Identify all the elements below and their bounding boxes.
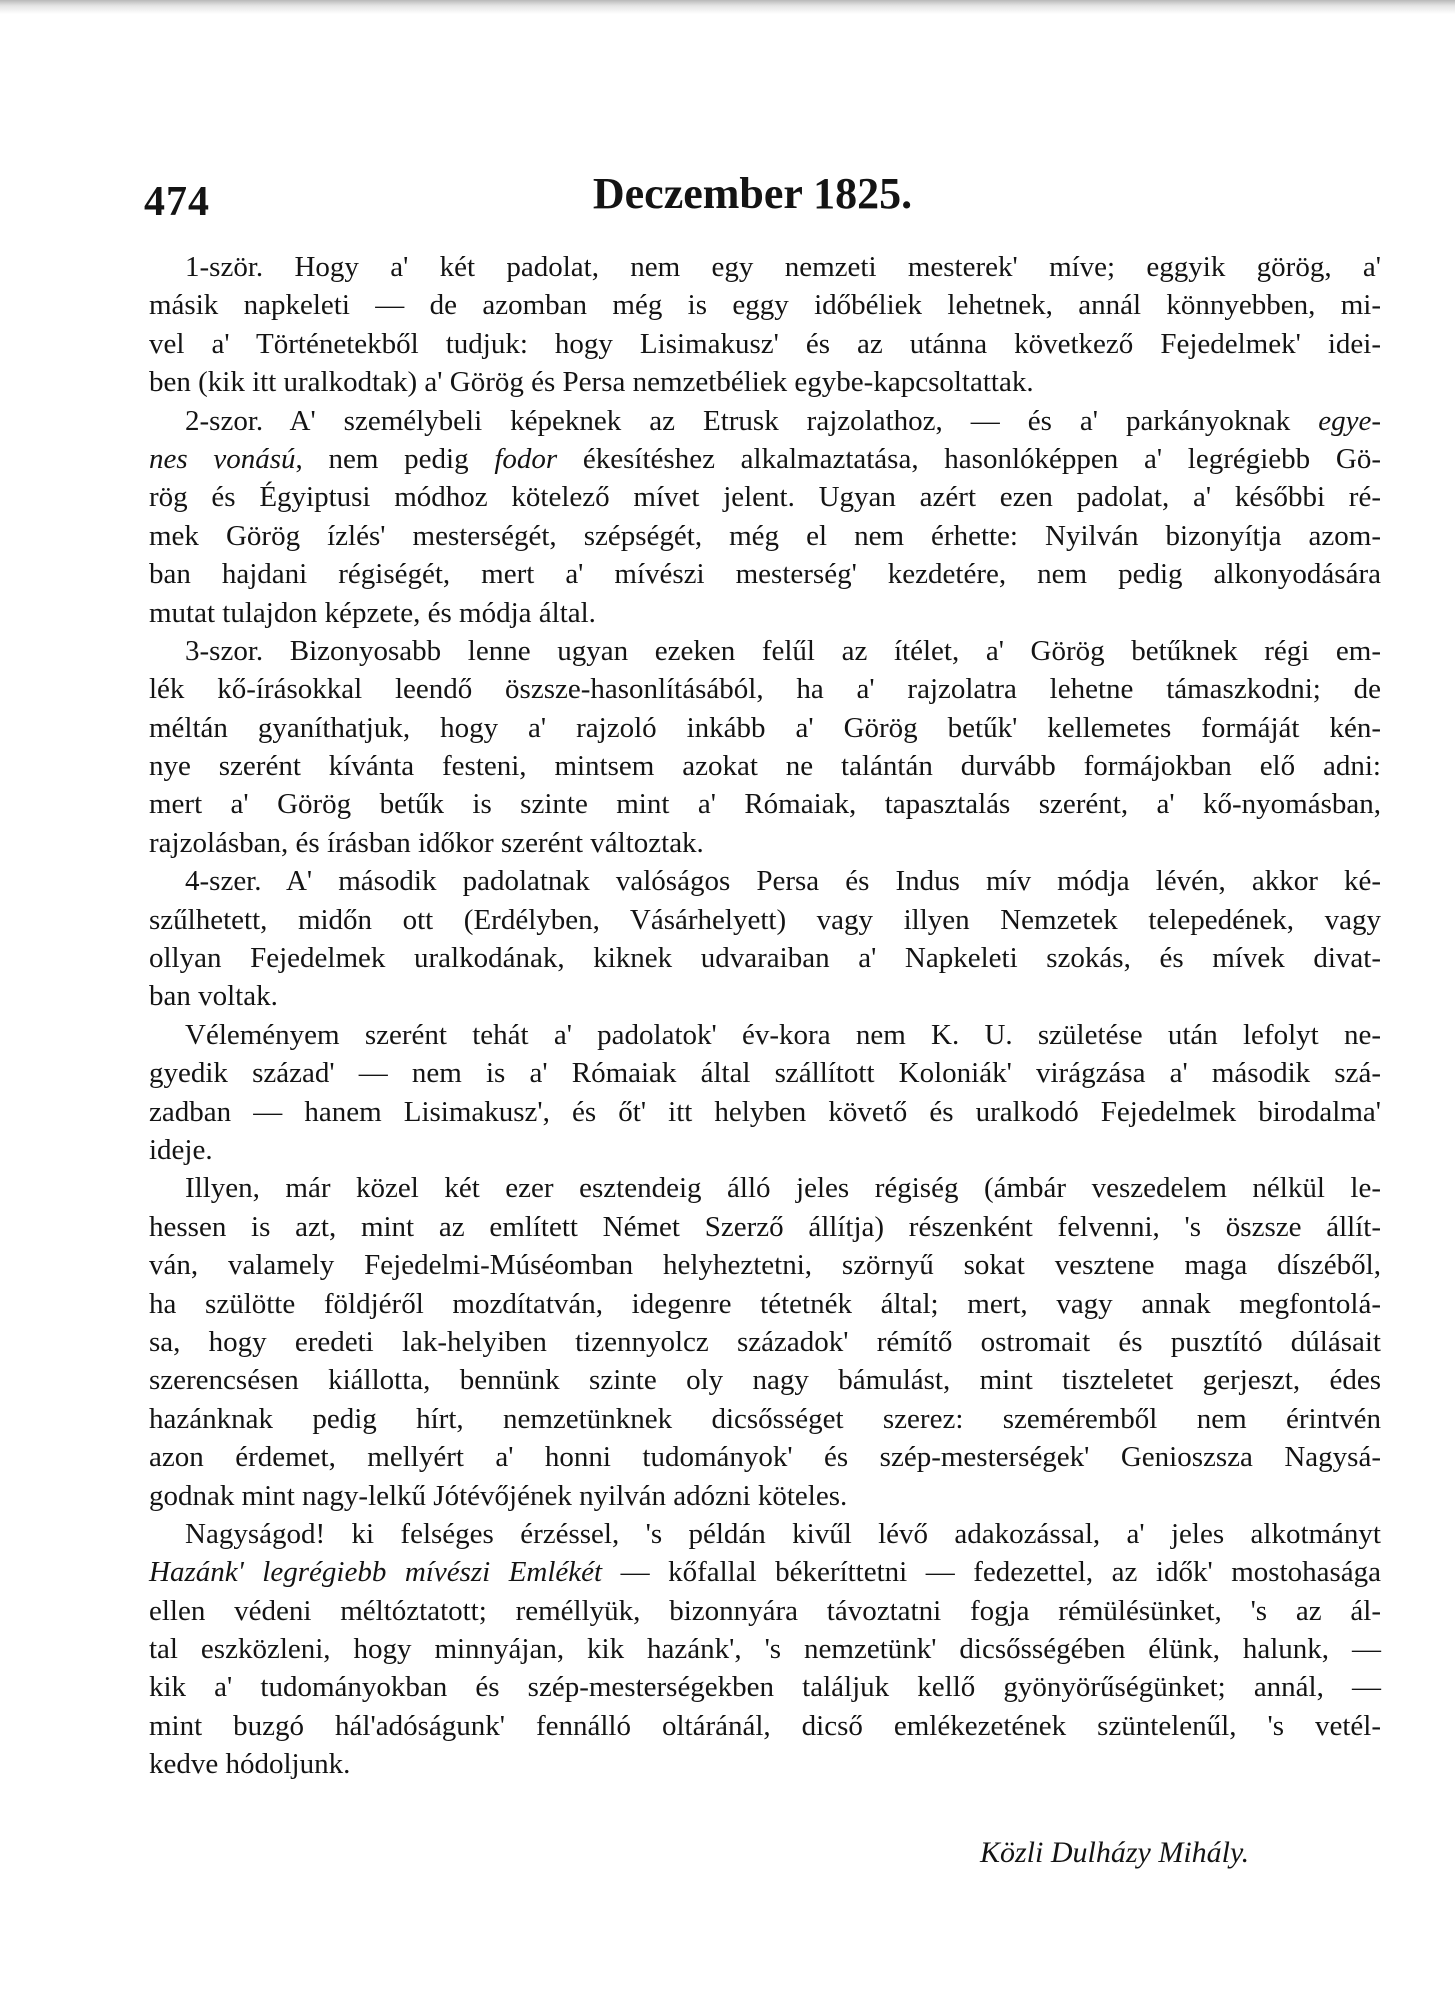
text-line (149, 1592, 1381, 1630)
text-line (149, 1285, 1381, 1323)
text-segment: ben (kik itt uralkodtak) a' Görög és Persa nemzetbéliek egybe-kapcsoltattak. (149, 366, 1034, 399)
text-line (149, 402, 1381, 440)
text-line (149, 325, 1381, 363)
text-line (149, 1477, 1381, 1515)
text-segment: Véleményem szerént tehát a' padolatok' év-kora nem K. U. születése után lefolyt ne- (185, 1018, 1381, 1051)
text-segment: nye szerént kívánta festeni, mintsem azokat ne talántán durvább formájokban elő adni: (149, 750, 1381, 783)
text-segment: 4-szer. A' második padolatnak valóságos Persa és Indus mív módja lévén, akkor ké- (185, 865, 1381, 898)
text-segment: gyedik század' — nem is a' Rómaiak által szállított Koloniák' virágzása a' második szá- (149, 1057, 1381, 1090)
text-segment: tal eszközleni, hogy minnyájan, kik hazánk', 's nemzetünk' dicsősségében élünk, halunk, — (149, 1633, 1381, 1666)
text-line (149, 670, 1381, 708)
text-line (149, 1093, 1381, 1131)
text-segment: godnak mint nagy-lelkű Jótévőjének nyilván adózni köteles. (149, 1479, 848, 1512)
text-line (149, 785, 1381, 823)
text-line (149, 1438, 1381, 1476)
text-line (149, 517, 1381, 555)
text-segment: ékesítéshez alkalmaztatása, hasonlóképpen a' legrégiebb Gö- (557, 442, 1382, 475)
running-head (0, 168, 1455, 219)
text-segment: kik a' tudományokban és szép-mesterségekben találjuk kellő gyönyörűségünket; annál, — (149, 1671, 1381, 1704)
text-segment: ha szülötte földjéről mozdítatván, idegenre tétetnék által; mert, vagy annak megfontolá- (149, 1287, 1381, 1320)
text-line (149, 1707, 1381, 1745)
text-segment: mint buzgó hál'adóságunk' fennálló oltáránál, dicső emlékezetének szüntelenűl, 's vetél- (149, 1709, 1381, 1742)
text-line (149, 709, 1381, 747)
text-line (149, 1016, 1381, 1054)
text-segment: Nagyságod! ki felséges érzéssel, 's példán kivűl lévő adakozással, a' jeles alkotmányt (185, 1517, 1381, 1550)
text-segment: szűlhetett, midőn ott (Erdélyben, Vásárhelyett) vagy illyen Nemzetek telepedének, vagy (149, 903, 1381, 936)
italic-text: nes vonású (149, 442, 296, 475)
text-line (149, 1246, 1381, 1284)
text-segment: mert a' Görög betűk is szinte mint a' Rómaiak, tapasztalás szerént, a' kő-nyomásban, (149, 788, 1381, 821)
text-segment: hessen is azt, mint az említett Német Szerző állítja) részenként felvenni, 's öszsze állít- (149, 1210, 1381, 1243)
text-line (149, 363, 1381, 401)
text-segment: azon érdemet, mellyért a' honni tudományok' és szép-mesterségek' Genioszsza Nagysá- (149, 1441, 1381, 1474)
text-segment: zadban — hanem Lisimakusz', és őt' itt helyben követő és uralkodó Fejedelmek birodalma' (149, 1095, 1381, 1128)
text-line (149, 286, 1381, 324)
text-line (149, 1131, 1381, 1169)
text-segment: vel a' Történetekből tudjuk: hogy Lisimakusz' és az utánna következő Fejedelmek' idei- (149, 327, 1381, 360)
text-segment: ollyan Fejedelmek uralkodának, kiknek udvaraiban a' Napkeleti szokás, és mívek divat- (149, 942, 1381, 975)
text-line (149, 1515, 1381, 1553)
text-line (149, 1169, 1381, 1207)
text-line (149, 862, 1381, 900)
text-segment: ván, valamely Fejedelmi-Múséomban helyheztetni, szörnyű sokat vesztene maga díszéből, (149, 1249, 1381, 1282)
text-line (149, 1361, 1381, 1399)
text-segment: ellen védeni méltóztatott; reméllyük, bizonnyára távoztatni fogja rémülésünket, 's az ál- (149, 1594, 1381, 1627)
text-line (149, 248, 1381, 286)
text-segment: 3-szor. Bizonyosabb lenne ugyan ezeken felűl az ítélet, a' Görög betűknek régi em- (185, 634, 1381, 667)
text-line (149, 901, 1381, 939)
signature: Közli Dulházy Mihály. (980, 1836, 1250, 1869)
text-segment: Illyen, már közel két ezer esztendeig álló jeles régiség (ámbár veszedelem nélkül le- (185, 1172, 1381, 1205)
text-line (149, 478, 1381, 516)
text-line (149, 1553, 1381, 1591)
text-line (149, 977, 1381, 1015)
text-segment: 1-ször. Hogy a' két padolat, nem egy nemzeti mesterek' míve; eggyik görög, a' (185, 251, 1381, 283)
text-segment: , nem pedig (295, 442, 495, 475)
text-line (149, 824, 1381, 862)
page-number: 474 (144, 179, 210, 225)
running-head-title: Deczember 1825. (592, 169, 913, 218)
italic-text: Hazánk' legrégiebb mívészi Emlékét (149, 1556, 603, 1589)
text-line (149, 555, 1381, 593)
text-line (149, 632, 1381, 670)
italic-text: fodor (494, 442, 558, 475)
text-segment: ban voltak. (149, 980, 278, 1013)
text-line (149, 747, 1381, 785)
text-segment: méltán gyaníthatjuk, hogy a' rajzoló inkább a' Görög betűk' kellemetes formáját kén- (149, 711, 1381, 744)
text-line (149, 1745, 1381, 1783)
text-segment: rajzolásban, és írásban időkor szerént változtak. (149, 826, 704, 859)
text-segment: ideje. (149, 1133, 213, 1166)
text-segment: másik napkeleti — de azomban még is eggy időbéliek lehetnek, annál könnyebben, mi- (149, 289, 1381, 322)
text-line (149, 440, 1381, 478)
text-line (149, 1630, 1381, 1668)
text-line (149, 1054, 1381, 1092)
text-line (149, 1668, 1381, 1706)
text-segment: — kőfallal békeríttetni — fedezettel, az idők' mostohasága (602, 1556, 1381, 1589)
text-segment: mek Görög ízlés' mesterségét, szépségét, még el nem érhette: Nyilván bizonyítja azom- (149, 519, 1381, 552)
text-line (149, 939, 1381, 977)
text-segment: kedve hódoljunk. (149, 1748, 351, 1781)
text-segment: rög és Égyiptusi módhoz kötelező mívet jelent. Ugyan azért ezen padolat, a' későbbi ré- (149, 481, 1381, 514)
text-segment: lék kő-írásokkal leendő öszsze-hasonlításából, ha a' rajzolatra lehetne támaszkodni; de (149, 673, 1381, 706)
text-line (149, 594, 1381, 632)
body-text (149, 248, 1381, 1784)
scan-edge-artifact (0, 0, 1455, 14)
text-segment: hazánknak pedig hírt, nemzetünknek dicsősséget szerez: szeméremből nem érintvén (149, 1402, 1381, 1435)
text-segment: mutat tulajdon képzete, és módja által. (149, 596, 596, 629)
text-segment: szerencsésen kiállotta, bennünk szinte oly nagy bámulást, mint tiszteletet gerjeszt, édes (149, 1364, 1381, 1397)
text-line (149, 1323, 1381, 1361)
text-segment: 2-szor. A' személybeli képeknek az Etrusk rajzolathoz, — és a' parkányoknak (185, 404, 1319, 437)
text-line (149, 1400, 1381, 1438)
italic-text: egye- (1318, 404, 1381, 437)
text-segment: ban hajdani régiségét, mert a' mívészi mesterség' kezdetére, nem pedig alkonyodására (149, 558, 1381, 591)
text-segment: sa, hogy eredeti lak-helyiben tizennyolcz századok' rémítő ostromait és pusztító dúlásait (149, 1325, 1381, 1358)
text-line (149, 1208, 1381, 1246)
